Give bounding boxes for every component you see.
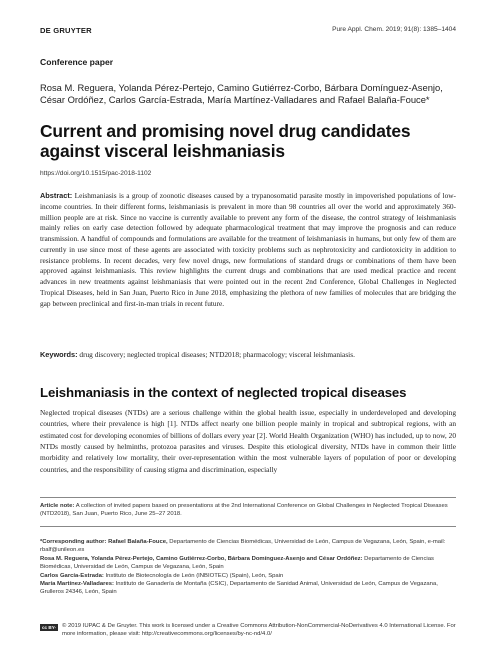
affiliation-divider [40, 526, 456, 527]
keywords-label: Keywords: [40, 350, 78, 359]
cc-badge-text: cc BY-NC-ND [42, 625, 57, 637]
body-paragraph: Neglected tropical diseases (NTDs) are a serious challenge within the global health issue, especially in underdeveloped and developing countries, where their prevalence is high [1]. NTDs affect nearly one billion people mainly in tropical and subtropical regions, with an estimated cost for developing economies of billions of dollars every year [2]. World Health Organization (WHO) has included, up to now, 20 NTDs mostly caused by helminths, protozoa parasites and viruses. Despite this etiological diversity, NTDs have in common their little morbidity and relatively low mortality, their over-representation within the most vulnerable layers of population of poor or developing countries, and the responsibility of causing stigma and discrimination, especially [40, 408, 456, 474]
affiliation-authors: Carlos García-Estrada: [40, 572, 104, 579]
affiliation-item [40, 555, 456, 572]
section-heading: Leishmaniasis in the context of neglected tropical diseases [40, 385, 407, 400]
paper-title: Current and promising novel drug candidates against visceral leishmaniasis [40, 121, 411, 162]
article-note-label: Article note: [40, 503, 75, 509]
abstract [40, 191, 456, 309]
affiliation-text: Instituto de Ganadería de Montaña (CSIC), Departamento de Sanidad Animal, Universidad de León, Campus de Vegazana, Grulleros 24346, León, Spain [40, 581, 438, 596]
paper-type-label: Conference paper [40, 57, 114, 67]
abstract-text: Leishmaniasis is a group of zoonotic diseases caused by a trypanosomatid parasite mostly in impoverished populations of low-income countries. In their different forms, leishmaniasis is prevalent in more than 98 countries all over the world and approximately 360-million people are at risk. Since no vaccine is currently available to prevent any form of the disease, the control strategy of leishmaniasis mainly relies on early case detection followed by adequate pharmacological treatment that may improve the prognosis and can reduce transmission. A handful of compounds and formulations are available for the treatment of leishmaniasis in humans, but only few of them are currently in use since most of these agents are associated with toxicity problems such as nephrotoxicity and cardiotoxicity in addition to resistance problems. In recent decades, very few novel drugs, new formulations of standard drugs or combinations of them have been approved against leishmaniasis. This review highlights the current drugs and combinations that are used medical practice and recent advances in new treatments against leishmaniasis that were pointed out in the recent 2nd Conference, Global Challenges in Neglected Tropical Diseases, held in San Juan, Puerto Rico in June 2018, emphasizing the plethora of new families of molecules that are bridging the gap between preclinical and first-in-man trials in recent future. [40, 191, 456, 308]
affiliation-text: Departamento de Ciencias Biomédicas, Universidad de León, Campus de Vegazana, León, Spain [40, 555, 434, 571]
cc-license-badge [40, 624, 58, 637]
license-text: © 2019 IUPAC & De Gruyter. This work is licensed under a Creative Commons Attribution-NonCommercial-NoDerivatives 4.0 International License. For more information, please visit: http://creativecommons.org/licenses/by-nc-nd/4.0/ [62, 623, 456, 638]
affiliation-item [40, 572, 456, 580]
affiliation-item [40, 580, 456, 597]
article-note [40, 502, 456, 519]
article-note-text: A collection of invited papers based on presentations at the 2nd International Conference on Global Challenges in Neglected Tropical Diseases (NTD2018), San Juan, Puerto Rico, June 25–27 2018. [40, 503, 448, 518]
affiliation-authors: Rosa M. Reguera, Yolanda Pérez-Pertejo, Camino Gutiérrez-Corbo, Bárbara Domínguez-Asenjo and César Ordóñez: [40, 555, 363, 562]
author-list: Rosa M. Reguera, Yolanda Pérez-Pertejo, Camino Gutiérrez-Corbo, Bárbara Domínguez-Asenjo, César Ordóñez, Carlos García-Estrada, María Martínez-Valladares and Rafael Balaña-Fouce* [40, 82, 443, 106]
affiliation-list [40, 538, 456, 597]
footnote-divider [40, 497, 456, 498]
abstract-label: Abstract: [40, 191, 73, 200]
doi-link[interactable]: https://doi.org/10.1515/pac-2018-1102 [40, 170, 152, 177]
keywords [40, 350, 456, 361]
affiliation-text: Departamento de Ciencias Biomédicas, Universidad de León, Campus de Vegazana, León, Spain, e-mail: rbalf@unileon.es [40, 539, 446, 554]
publisher-name: DE GRUYTER [40, 26, 92, 35]
affiliation-authors: María Martínez-Valladares: [40, 581, 114, 588]
journal-reference: Pure Appl. Chem. 2019; 91(8): 1385–1404 [332, 26, 456, 33]
running-header [40, 26, 456, 38]
affiliation-authors: *Corresponding author: Rafael Balaña-Fouce, [40, 539, 168, 545]
affiliation-item [40, 538, 456, 555]
keywords-text: drug discovery; neglected tropical diseases; NTD2018; pharmacology; visceral leishmaniasis. [79, 350, 355, 359]
affiliation-text: Instituto de Biotecnología de León (INBIOTEC) (Spain), León, Spain [105, 572, 284, 579]
